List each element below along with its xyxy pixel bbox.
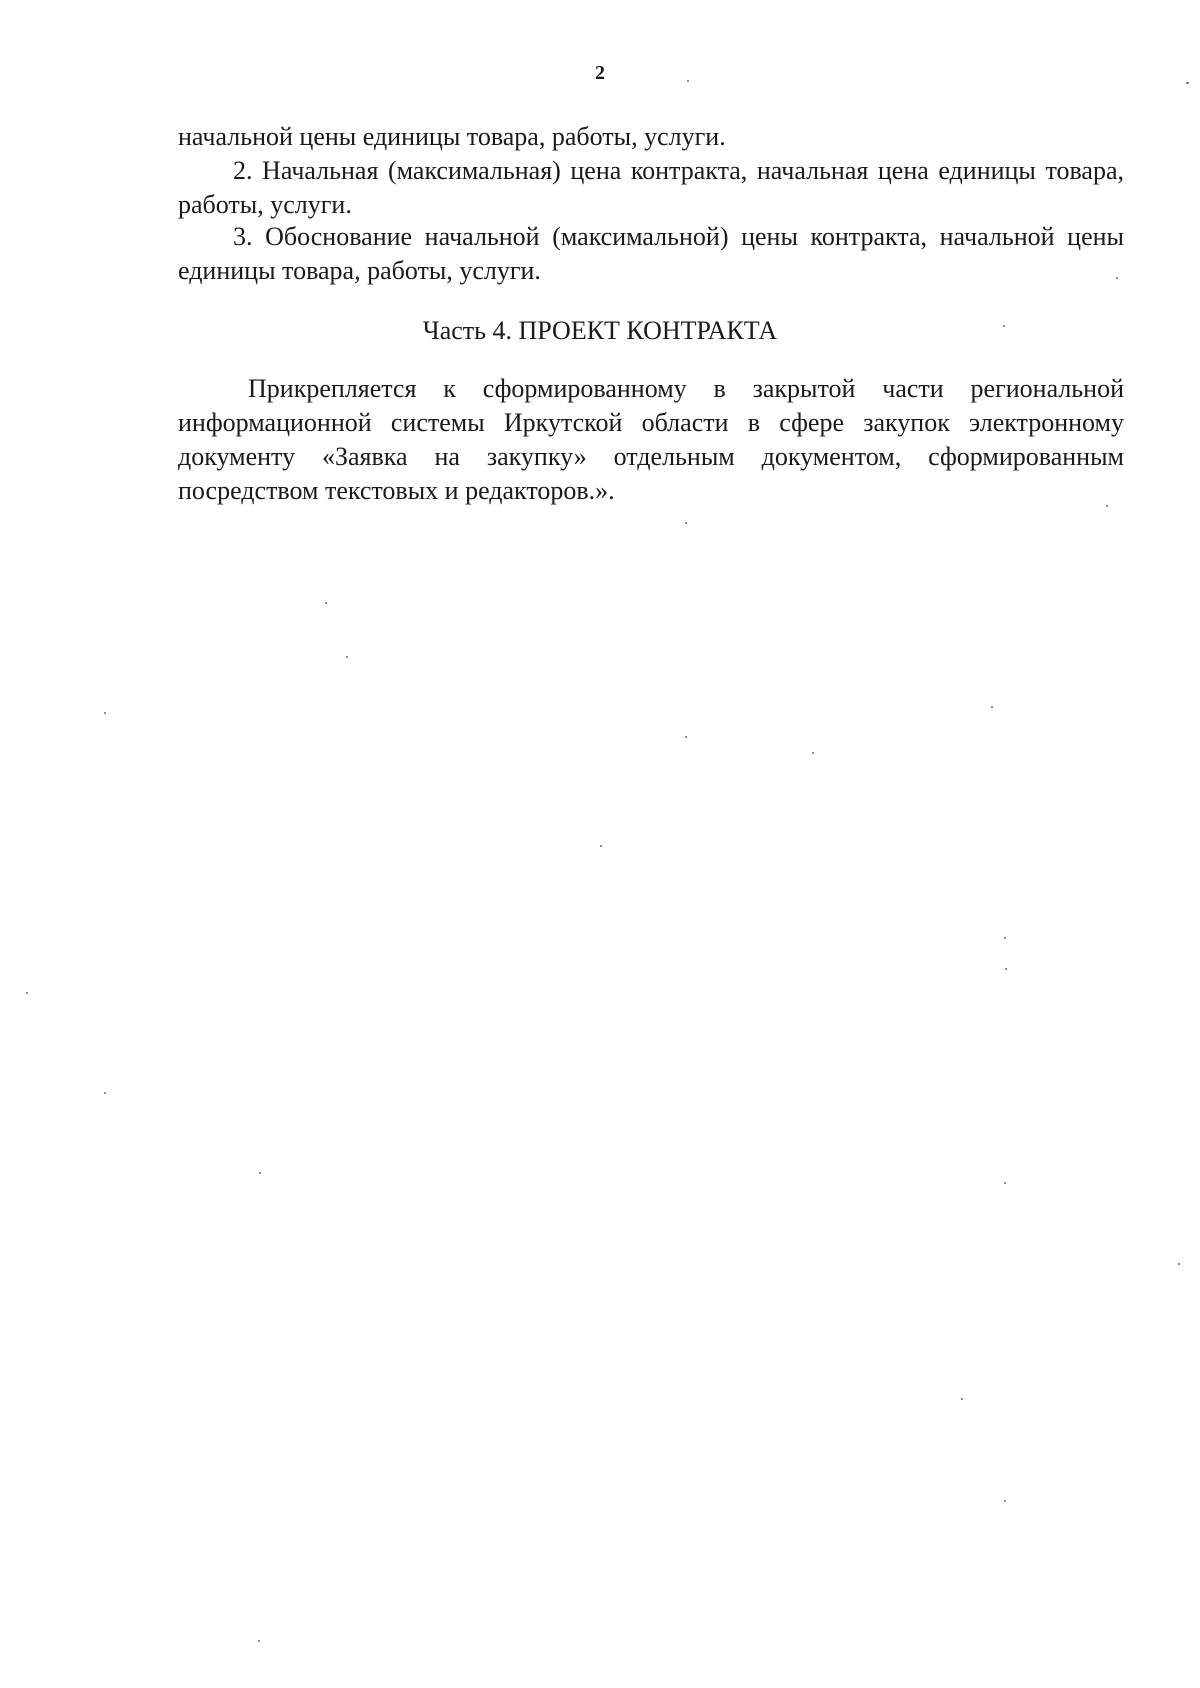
scan-speck <box>1004 1182 1006 1184</box>
scan-speck <box>685 522 687 524</box>
scan-speck <box>685 736 687 738</box>
scan-speck <box>104 1092 106 1094</box>
scan-speck <box>961 1398 963 1400</box>
scan-speck <box>812 752 814 754</box>
scan-speck <box>1004 1500 1006 1502</box>
scan-speck <box>1178 1263 1180 1265</box>
scan-speck <box>1186 82 1189 84</box>
scan-speck <box>687 80 689 82</box>
section-heading <box>0 314 1200 348</box>
scan-speck <box>991 706 993 708</box>
scan-speck <box>104 712 106 714</box>
scan-speck <box>600 845 602 847</box>
paragraph-item-2: 2. Начальная (максимальная) цена контракта, начальная цена единицы товара, работы, услуги. <box>178 156 1124 219</box>
scan-speck <box>1005 968 1007 970</box>
paragraph-item-3: 3. Обоснование начальной (максимальной) цены контракта, начальной цены единицы товара, работы, услуги. <box>178 222 1124 285</box>
scan-speck <box>259 1172 261 1174</box>
page-number-text: 2 <box>595 62 605 84</box>
page-number <box>0 62 1200 85</box>
paragraph-continuation: начальной цены единицы товара, работы, услуги. <box>178 122 726 151</box>
section-heading-text: Часть 4. ПРОЕКТ КОНТРАКТА <box>422 316 778 345</box>
section-body-paragraph: Прикрепляется к сформированному в закрытой части региональной информационной системы Иркутской области в сфере закупок электронному документу «Заявка на закупку» отдельным документом, сформированным посредством текстовых и редакторов.». <box>178 374 1124 505</box>
scan-speck <box>1116 277 1118 279</box>
scan-speck <box>1106 505 1108 507</box>
scan-speck <box>346 656 348 658</box>
scan-speck <box>325 602 327 604</box>
scan-speck <box>258 1640 260 1642</box>
scan-speck <box>26 992 28 994</box>
scan-speck <box>1003 325 1005 327</box>
scan-speck <box>1004 937 1006 939</box>
